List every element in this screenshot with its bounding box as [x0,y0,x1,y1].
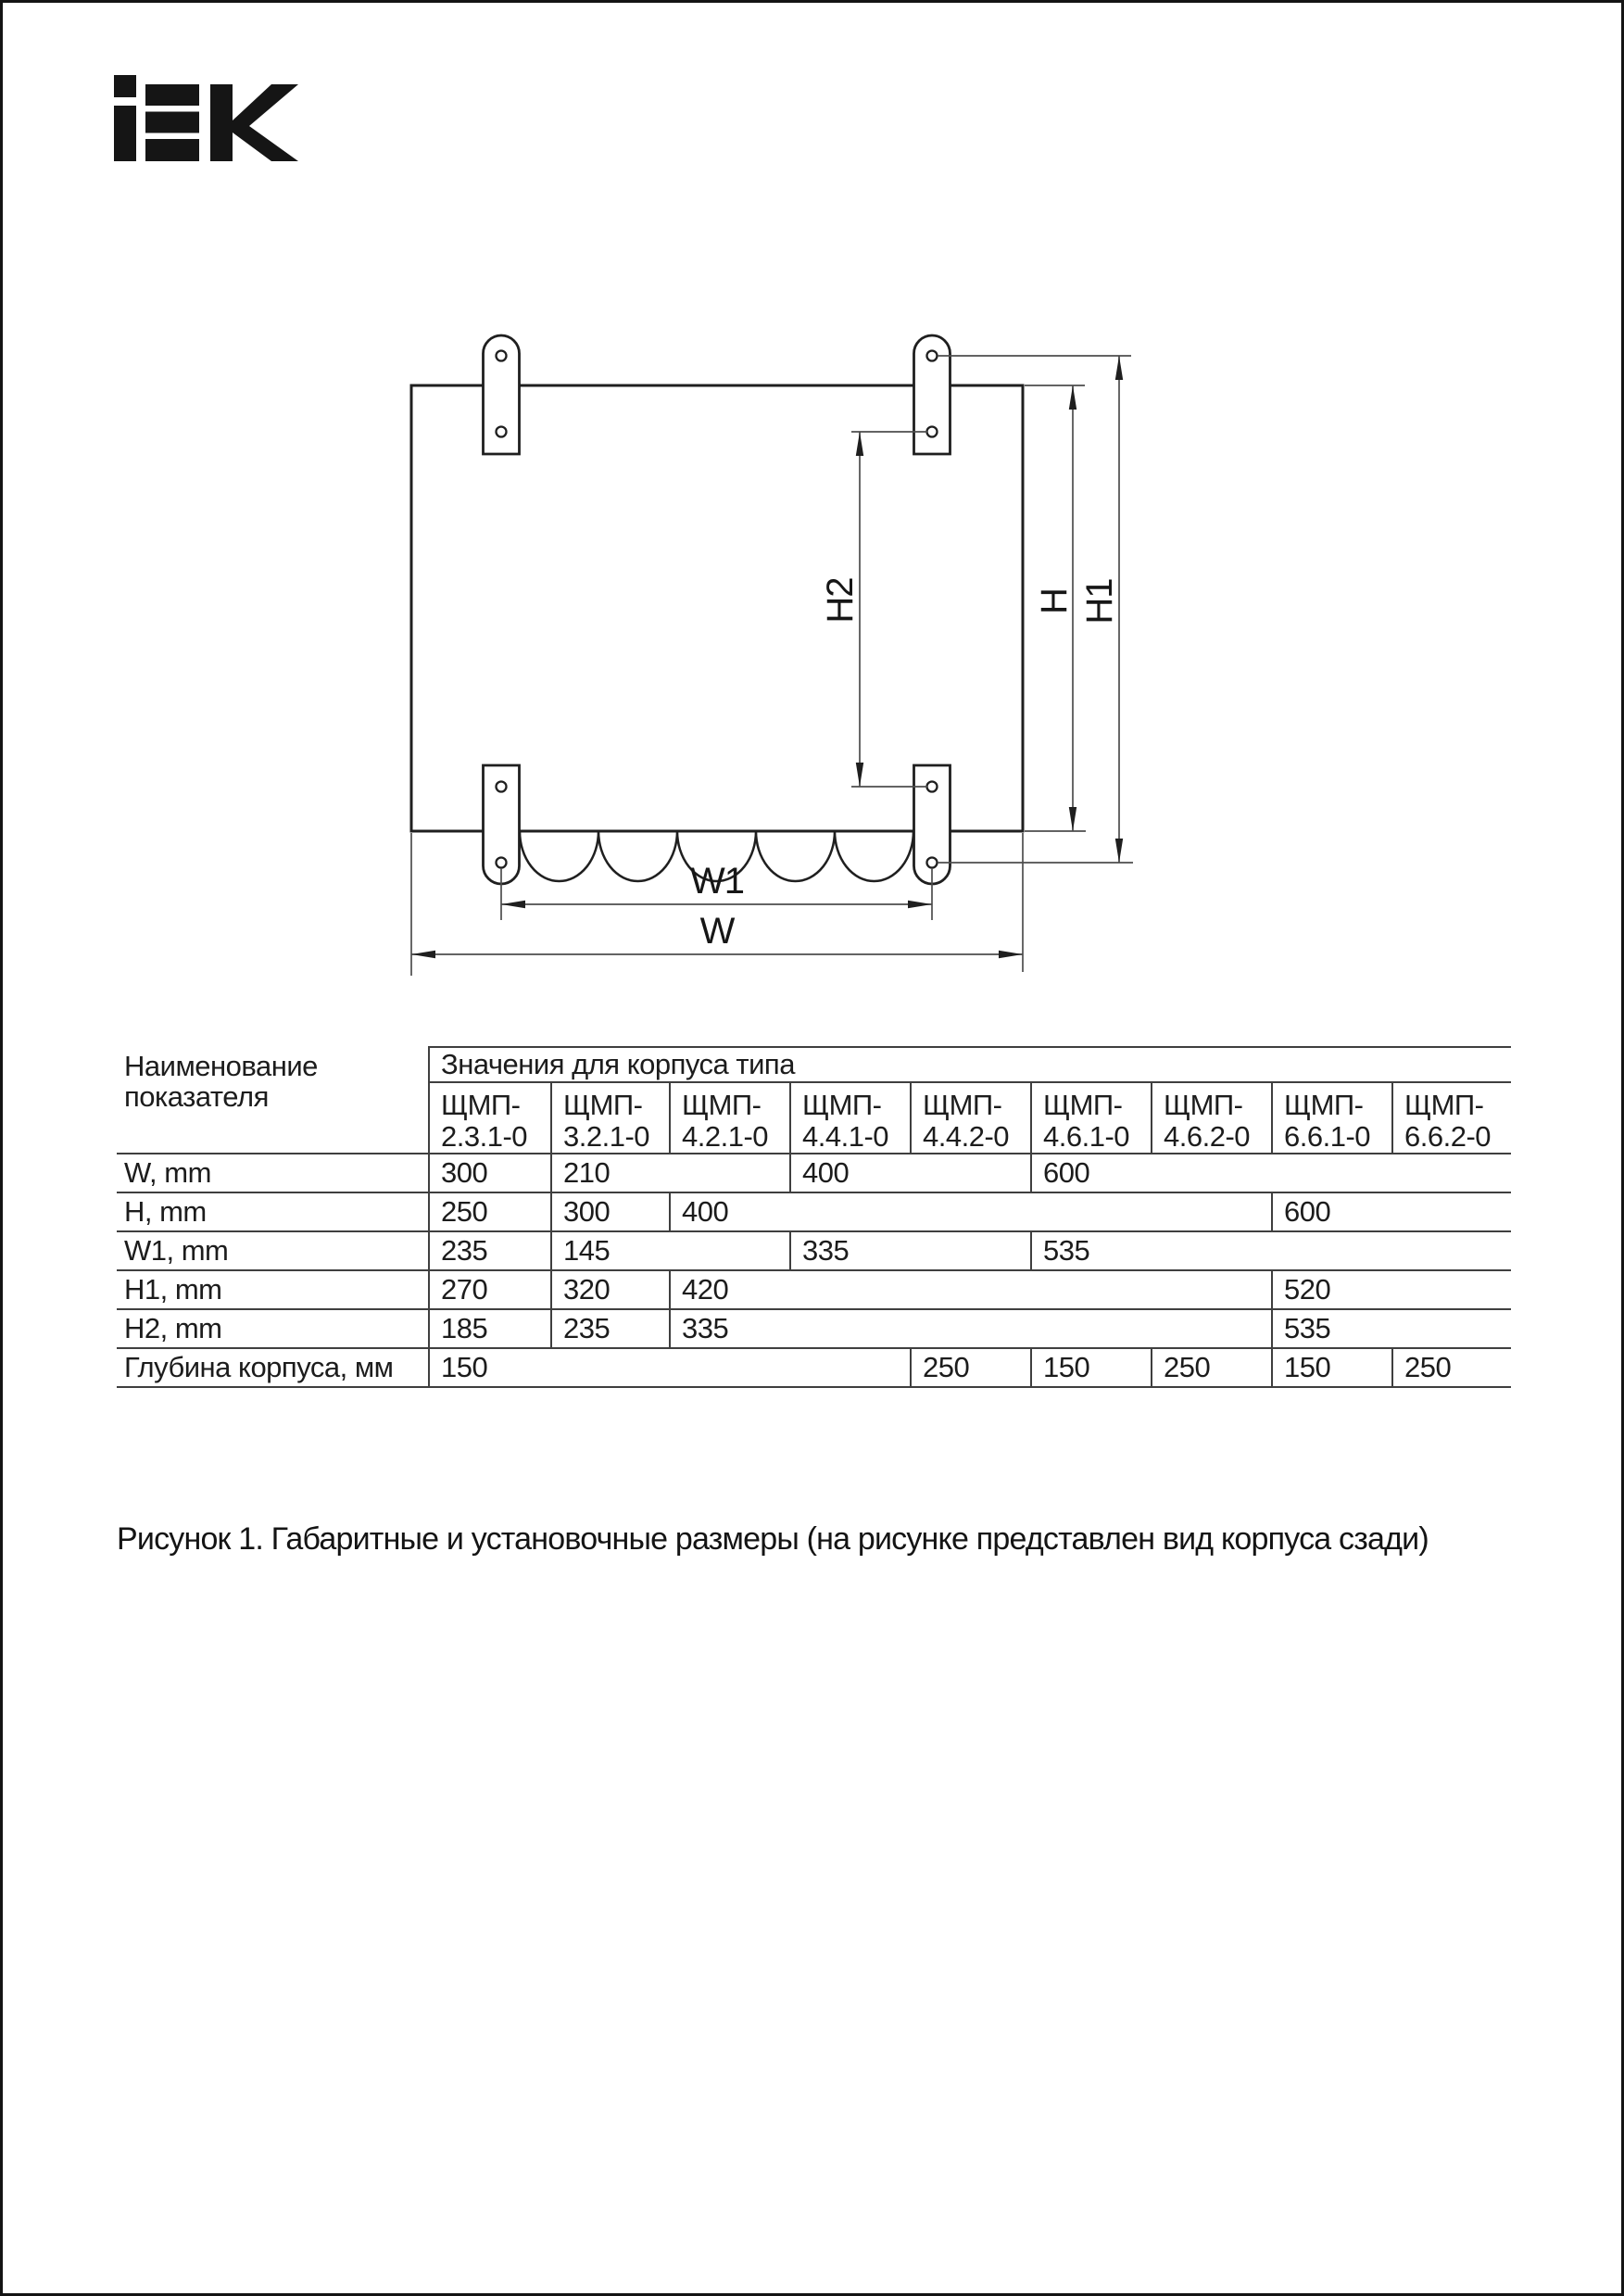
lug-hole [927,858,938,868]
lug-hole [927,351,938,361]
type-header-6.6.2-0: ЩМП- 6.6.2-0 [1392,1082,1511,1154]
value-cell: 185 [429,1309,551,1348]
lug-hole [927,427,938,437]
column-header-parameter: Наименование показателя [117,1047,429,1154]
value-cell: 420 [670,1270,1272,1309]
type-header-6.6.1-0: ЩМП- 6.6.1-0 [1272,1082,1392,1154]
value-cell: 600 [1031,1154,1511,1192]
value-cell: 320 [551,1270,670,1309]
dim-label-w1: W1 [690,861,744,902]
lug-hole [497,782,507,792]
logo-letter-e [145,84,199,161]
value-cell: 250 [911,1348,1031,1387]
value-cell: 210 [551,1154,790,1192]
value-cell: 145 [551,1231,790,1270]
value-cell: 535 [1272,1309,1511,1348]
row-label: W1, mm [117,1231,429,1270]
value-cell: 520 [1272,1270,1511,1309]
logo-letter-k [210,84,298,161]
type-header-4.4.2-0: ЩМП- 4.4.2-0 [911,1082,1031,1154]
type-header-3.2.1-0: ЩМП- 3.2.1-0 [551,1082,670,1154]
table-header-row-group [117,1047,1511,1082]
table-row [117,1154,1511,1192]
table-row [117,1192,1511,1231]
value-cell: 235 [429,1231,551,1270]
value-cell: 335 [670,1309,1272,1348]
type-header-4.6.1-0: ЩМП- 4.6.1-0 [1031,1082,1152,1154]
table-row [117,1270,1511,1309]
row-label: H, mm [117,1192,429,1231]
value-cell: 335 [790,1231,1031,1270]
type-header-2.3.1-0: ЩМП- 2.3.1-0 [429,1082,551,1154]
enclosure-drawing [373,318,1152,985]
dim-label-h: H [1034,588,1075,614]
lug-hole [497,858,507,868]
value-cell: 235 [551,1309,670,1348]
row-label: W, mm [117,1154,429,1192]
lug-hole [497,351,507,361]
type-header-4.2.1-0: ЩМП- 4.2.1-0 [670,1082,790,1154]
row-label: H2, mm [117,1309,429,1348]
value-cell: 250 [429,1192,551,1231]
table-row [117,1309,1511,1348]
mounting-lug-top-left [484,335,520,454]
row-label: H1, mm [117,1270,429,1309]
column-header-values-group: Значения для корпуса типа [429,1047,1511,1082]
table-row [117,1231,1511,1270]
value-cell: 400 [790,1154,1031,1192]
value-cell: 250 [1392,1348,1511,1387]
lug-hole [927,782,938,792]
dimension-h [1025,385,1086,831]
value-cell: 400 [670,1192,1272,1231]
value-cell: 300 [551,1192,670,1231]
logo-letter-i [114,75,136,161]
value-cell: 535 [1031,1231,1511,1270]
row-label: Глубина корпуса, мм [117,1348,429,1387]
dim-label-h2: H2 [820,577,861,624]
value-cell: 150 [1272,1348,1392,1387]
type-header-4.4.1-0: ЩМП- 4.4.1-0 [790,1082,911,1154]
table-row [117,1348,1511,1387]
lug-hole [497,427,507,437]
dimensions-table [117,1046,1511,1388]
type-header-4.6.2-0: ЩМП- 4.6.2-0 [1152,1082,1272,1154]
figure-caption: Рисунок 1. Габаритные и установочные размеры (на рисунке представлен вид корпуса сзади) [117,1521,1429,1557]
dim-label-h1: H1 [1079,578,1120,624]
mounting-lug-top-right [914,335,950,454]
iek-logo-icon [114,72,299,161]
mounting-lug-bottom-left [484,765,520,884]
value-cell: 150 [429,1348,911,1387]
value-cell: 150 [1031,1348,1152,1387]
value-cell: 600 [1272,1192,1511,1231]
mounting-lug-bottom-right [914,765,950,884]
value-cell: 270 [429,1270,551,1309]
value-cell: 300 [429,1154,551,1192]
value-cell: 250 [1152,1348,1272,1387]
dim-label-w: W [699,911,735,952]
